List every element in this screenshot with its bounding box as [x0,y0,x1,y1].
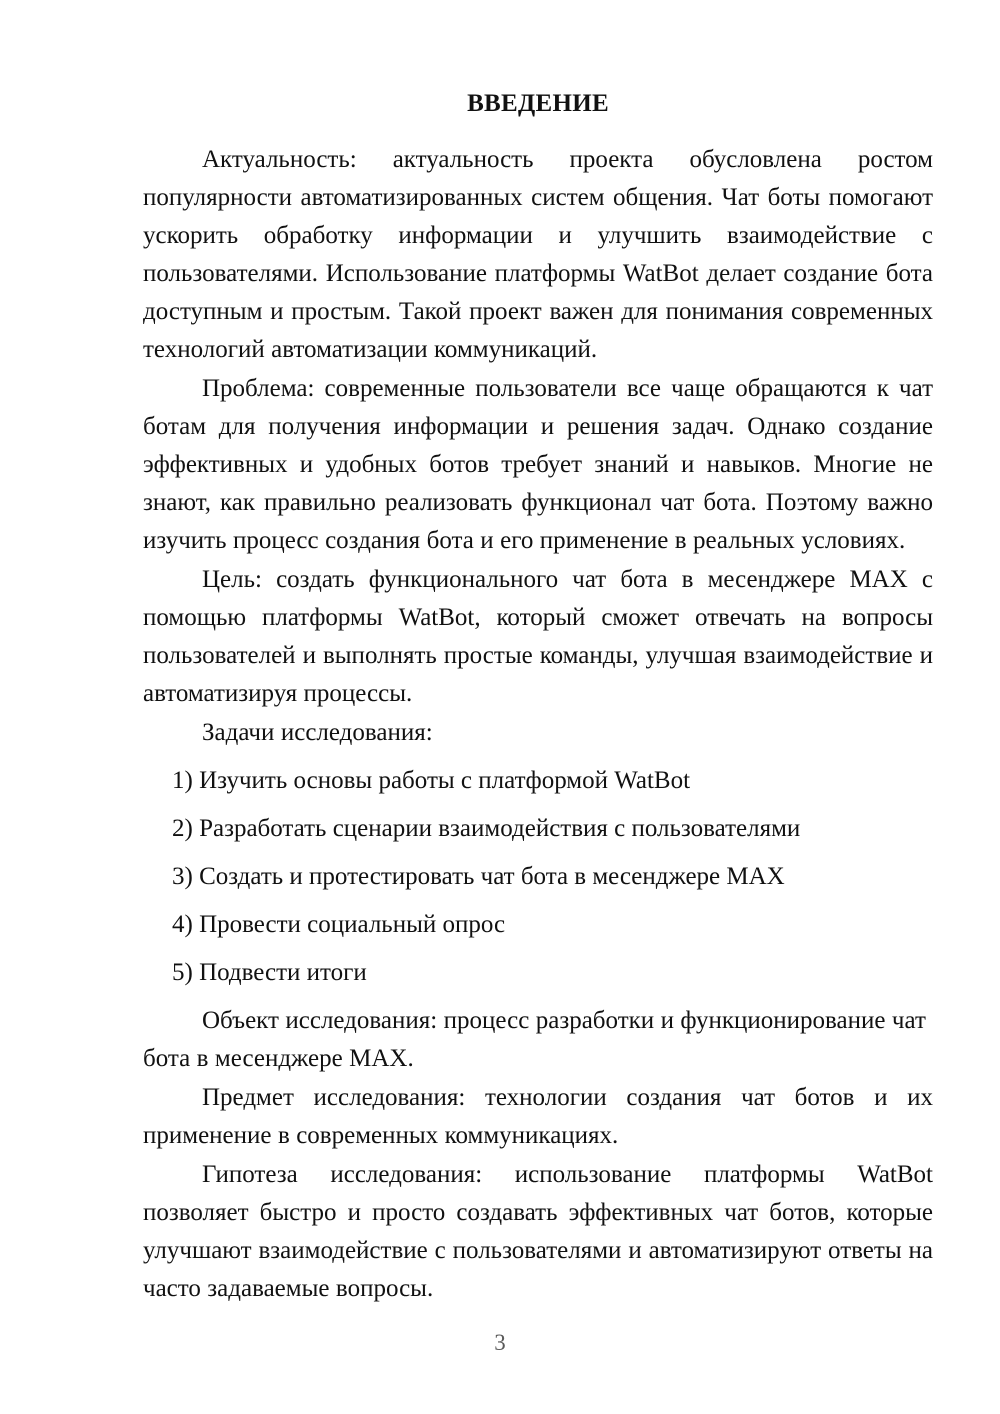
page-title: ВВЕДЕНИЕ [467,90,609,117]
list-item: 4) Провести социальный опрос [172,911,506,939]
page-number: 3 [494,1330,506,1355]
paragraph-hypothesis: Гипотеза исследования: использование платформы WatBot позволяет быстро и просто создавать эффективных чат ботов, которые улучшают взаимодействие с пользователями и автоматизируют ответы на часто задаваемые вопросы. [143,1161,933,1303]
list-item: 2) Разработать сценарии взаимодействия с пользователями [172,815,801,843]
paragraph-problem: Проблема: современные пользователи все чаще обращаются к чат ботам для получения информации и решения задач. Однако создание эффективных и удобных ботов требует знаний и навыков. Многие не знают, как правильно реализовать функционал чат бота. Поэтому важно изучить процесс создания бота и его применение в реальных условиях. [143,375,933,555]
list-item: 5) Подвести итоги [172,959,367,987]
paragraph-goal: Цель: создать функционального чат бота в месенджере MAX с помощью платформы WatBot, который сможет отвечать на вопросы пользователей и выполнять простые команды, улучшая взаимодействие и автоматизируя процессы. [143,566,933,708]
list-item: 3) Создать и протестировать чат бота в месенджере MAX [172,863,785,891]
list-item: 1) Изучить основы работы с платформой WatBot [172,767,691,795]
paragraph-object: Объект исследования: процесс разработки и функционирование чат бота в месенджере MAX. [143,1007,926,1073]
document-body [143,88,933,1309]
tasks-list [143,762,933,992]
paragraph-subject: Предмет исследования: технологии создания чат ботов и их применение в современных коммуникациях. [143,1084,933,1150]
paragraph-relevance: Актуальность: актуальность проекта обусловлена ростом популярности автоматизированных систем общения. Чат боты помогают ускорить обработку информации и улучшить взаимодействие с пользователями. Использование платформы WatBot делает создание бота доступным и простым. Такой проект важен для понимания современных технологий автоматизации коммуникаций. [143,146,933,364]
tasks-heading: Задачи исследования: [202,719,433,747]
